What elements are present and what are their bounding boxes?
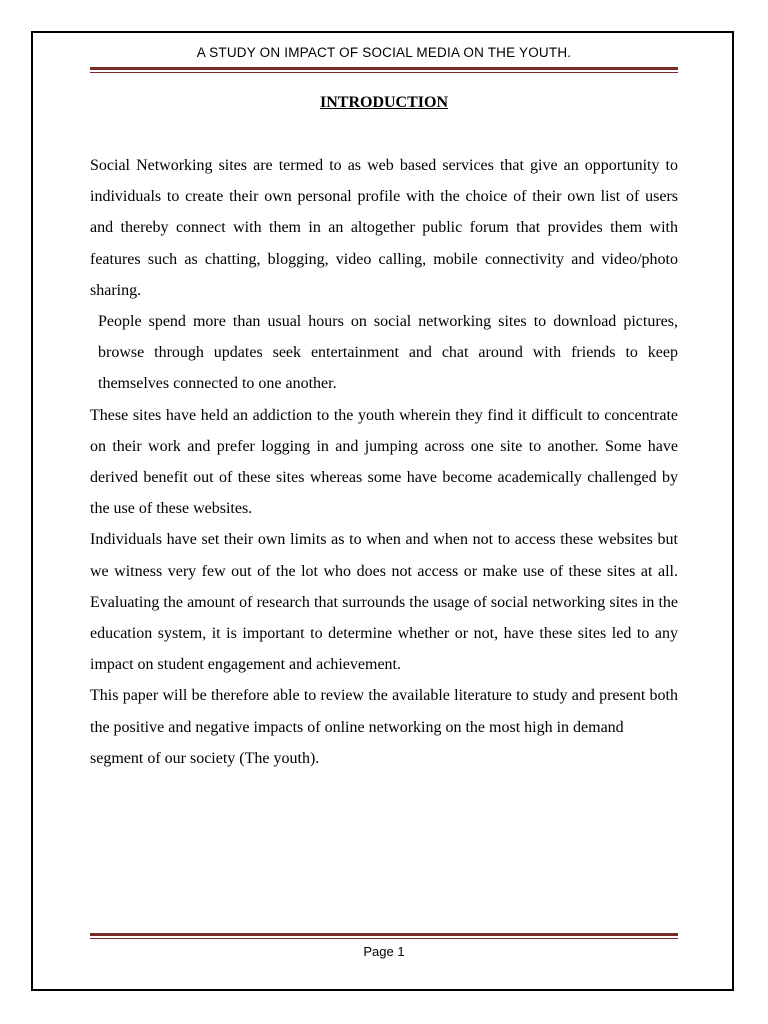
paragraph-6: segment of our society (The youth). [90,749,320,767]
paragraph-5: This paper will be therefore able to review the available literature to study and present both the positive and negative impacts of online networking on the most high in demand [90,687,678,736]
paragraph-3: These sites have held an addiction to the youth wherein they find it difficult to concentrate on their work and prefer logging in and jumping across one site to another. Some have derived benefit out of these sites whereas some have become academically challenged by the use of these websites. [90,406,678,518]
header-rule-thin [90,72,678,73]
section-heading: INTRODUCTION [319,94,448,111]
footer-rule-thick [90,933,678,936]
page-header-title: A STUDY ON IMPACT OF SOCIAL MEDIA ON THE YOUTH. [196,45,572,60]
page-number: Page 1 [363,944,405,959]
header-rule-thick [90,67,678,70]
paragraph-2: People spend more than usual hours on social networking sites to download pictures, browse through updates seek entertainment and chat around with friends to keep themselves connected to one another. [98,313,678,393]
body-text [90,150,678,774]
footer-rule-thin [90,938,678,939]
paragraph-4: Individuals have set their own limits as to when and when not to access these websites but we witness very few out of the lot who does not access or make use of these sites at all. Evaluating the amount of research that surrounds the usage of social networking sites in the education system, it is important to determine whether or not, have these sites led to any impact on student engagement and achievement. [90,531,678,674]
paragraph-1: Social Networking sites are termed to as web based services that give an opportunity to individuals to create their own personal profile with the choice of their own list of users and thereby connect with them in an altogether public forum that provides them with features such as chatting, blogging, video calling, mobile connectivity and video/photo sharing. [90,157,678,299]
